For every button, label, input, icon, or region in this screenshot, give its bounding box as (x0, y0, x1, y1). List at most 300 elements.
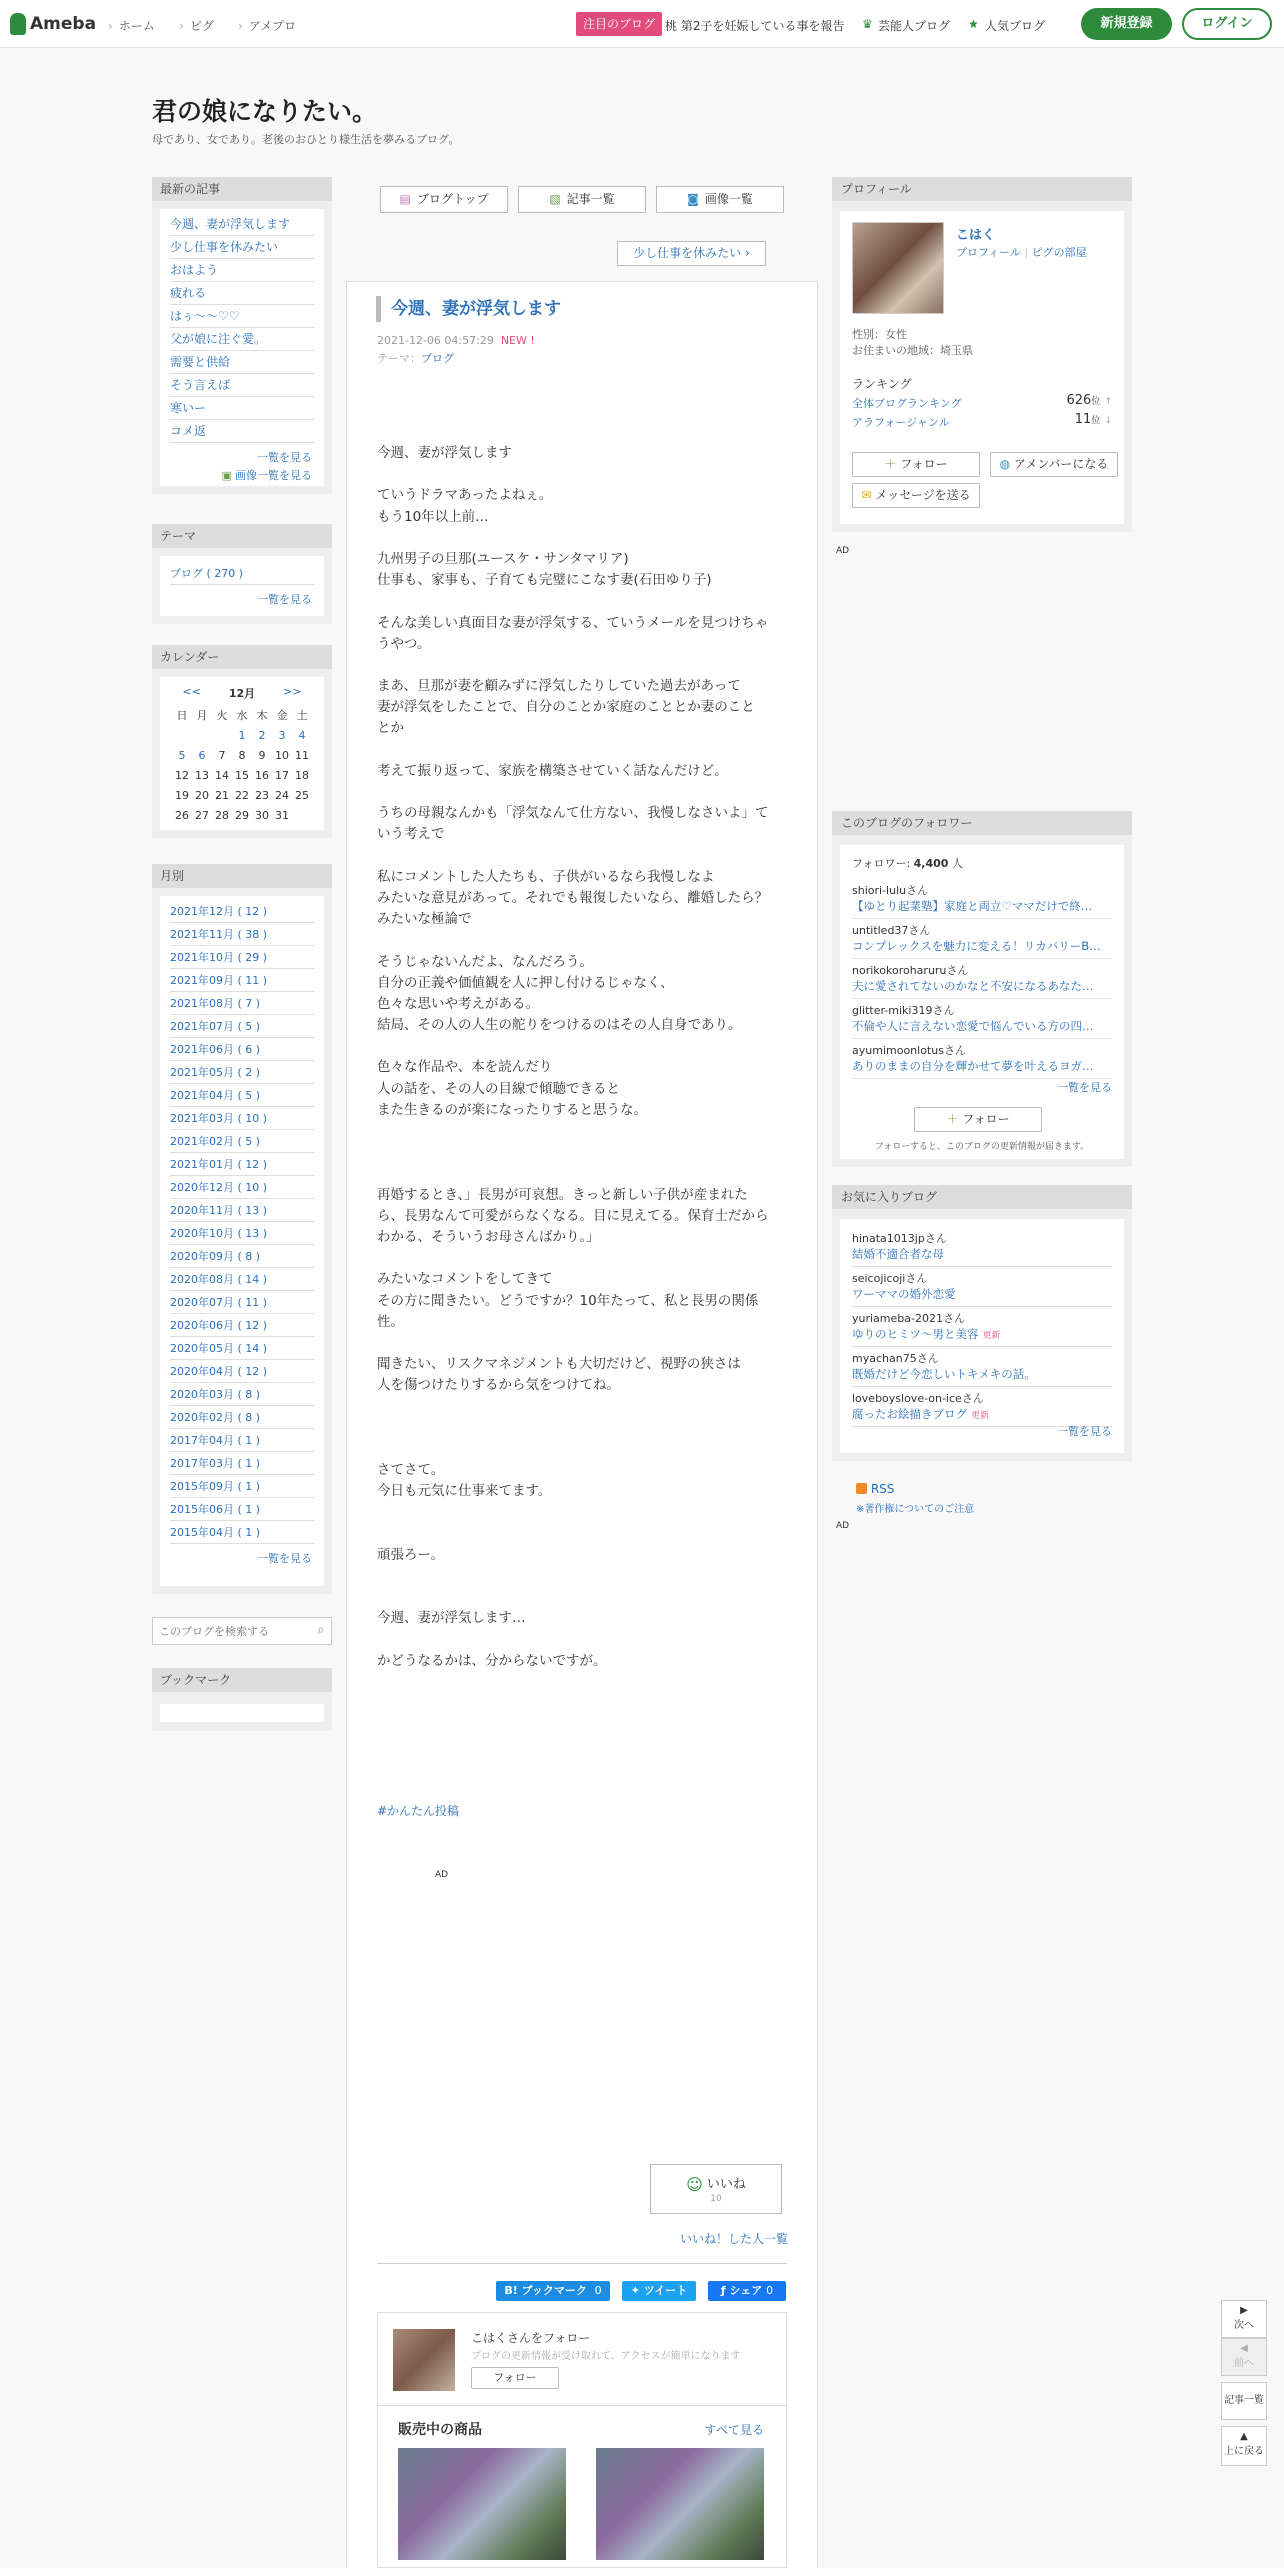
float-prev-button[interactable] (1221, 2338, 1267, 2376)
smile-icon: ☺ (686, 2175, 703, 2194)
favorite-blogs-header: お気に入りブログ (832, 1185, 1132, 1209)
copyright-link[interactable]: ※著作権についてのご注意 (856, 1504, 975, 1515)
theme-label: テーマ： (377, 352, 421, 365)
favorite-item-row (852, 1366, 1112, 1382)
follower-item (852, 1039, 1112, 1079)
list-item[interactable]: 今週、妻が浮気します (170, 213, 314, 236)
calendar-day: 13 (195, 768, 209, 782)
body-line: うちの母親なんかも「浮気なんて仕方ない、我慢しなさいよ」て (377, 805, 769, 822)
calendar-month: 12月 (228, 687, 256, 700)
attention-link[interactable]: 桃 第2子を妊娠している事を報告 (665, 19, 845, 33)
calendar-prev[interactable]: << (182, 685, 201, 698)
followers-content (840, 845, 1124, 1159)
profile-link[interactable]: プロフィール (956, 246, 1021, 259)
arrow-down-icon: ↓ (1104, 416, 1112, 426)
followers-header: このブログのフォロワー (832, 811, 1132, 835)
follow-note: フォローすると、このブログの更新情報が届きます。 (874, 1142, 1090, 1152)
rank-unit: 位 (1091, 416, 1101, 426)
bookmark-content (160, 1704, 324, 1722)
like-count: 10 (710, 2194, 722, 2204)
month-item[interactable]: 2021年10月 ( 29 ) (170, 946, 314, 969)
calendar-header: カレンダー (152, 645, 332, 669)
month-item[interactable]: 2021年02月 ( 5 ) (170, 1130, 314, 1153)
triangle-left-icon: ◀ (1240, 2343, 1248, 2354)
follow-card-button[interactable]: フォロー (471, 2367, 559, 2389)
image-list-button[interactable] (656, 186, 784, 213)
crown-icon: ♛ (862, 17, 873, 31)
theme-header: テーマ (152, 524, 332, 548)
login-button[interactable]: ログイン (1182, 8, 1272, 40)
calendar-day: 20 (195, 788, 209, 802)
follower-blog-link[interactable]: 【ゆとり起業塾】家庭と両立♡ママだけで終… (852, 899, 1093, 913)
facebook-share-button[interactable] (708, 2281, 786, 2301)
month-item[interactable]: 2021年07月 ( 5 ) (170, 1015, 314, 1038)
blog-title[interactable]: 君の娘になりたい。 (152, 97, 378, 126)
profile-avatar[interactable] (852, 222, 944, 314)
next-entry-button[interactable] (617, 241, 766, 266)
new-badge: NEW ! (500, 334, 535, 347)
rank-unit: 位 (1091, 397, 1101, 407)
float-top-label: 上に戻る (1224, 2446, 1264, 2457)
body-line (377, 1587, 797, 1608)
list-item[interactable]: 需要と供給 (170, 351, 314, 374)
facebook-icon: ƒ (720, 2284, 726, 2297)
body-line: そんな美しい真面目な妻が浮気する、ていうメールを見つけちゃ (377, 614, 769, 631)
followers-count: 4,400 (913, 857, 949, 870)
calendar-day[interactable]: 5 (178, 748, 186, 762)
body-line: 九州男子の旦那(ユースケ・サンタマリア) (377, 550, 629, 567)
body-line: 色々な思いや考えがある。 (377, 995, 539, 1012)
calendar-day: 19 (175, 788, 189, 802)
month-item[interactable]: 2021年09月 ( 11 ) (170, 969, 314, 992)
month-item[interactable]: 2020年08月 ( 14 ) (170, 1268, 314, 1291)
month-item[interactable]: 2015年09月 ( 1 ) (170, 1475, 314, 1498)
body-line: もう10年以上前… (377, 508, 489, 525)
favorite-name[interactable]: hinata1013jpさん (852, 1232, 947, 1245)
body-line (377, 1248, 797, 1269)
body-line: 再婚するとき、」長男が可哀想。きっと新しい子供が産まれた (377, 1186, 748, 1203)
follow-label: フォロー (962, 1112, 1010, 1126)
follower-name[interactable]: ayumimoonlotusさん (852, 1044, 966, 1057)
month-item[interactable]: 2021年01月 ( 12 ) (170, 1153, 314, 1176)
updated-badge: 更新 (982, 1331, 1001, 1341)
body-line (377, 655, 797, 676)
genre-ranking-link[interactable]: アラフォージャンル (852, 416, 950, 429)
month-item[interactable]: 2020年07月 ( 11 ) (170, 1291, 314, 1314)
followers-label: フォロワー: (852, 857, 911, 870)
month-item[interactable]: 2020年02月 ( 8 ) (170, 1406, 314, 1429)
fb-share-label: シェア (729, 2284, 763, 2297)
weekday: 金 (276, 709, 288, 722)
month-item[interactable]: 2020年11月 ( 13 ) (170, 1199, 314, 1222)
favorite-item (852, 1307, 1112, 1347)
tweet-label: ツイート (643, 2284, 688, 2297)
favorite-blog-link[interactable]: ゆりのヒミツ〜男と美容 (852, 1327, 979, 1341)
twitter-icon: ✦ (630, 2284, 640, 2297)
month-item[interactable]: 2021年08月 ( 7 ) (170, 992, 314, 1015)
hatena-bookmark-button[interactable] (496, 2281, 610, 2301)
favorite-name[interactable]: seicojicojiさん (852, 1272, 928, 1285)
month-item[interactable]: 2021年05月 ( 2 ) (170, 1061, 314, 1084)
blog-top-button[interactable] (380, 186, 508, 213)
month-item[interactable]: 2020年06月 ( 12 ) (170, 1314, 314, 1337)
calendar-day: 30 (255, 808, 269, 822)
favorite-item (852, 1347, 1112, 1387)
body-line (377, 1142, 797, 1163)
follow-label: フォロー (900, 457, 948, 471)
theme-item[interactable]: ブログ ( 270 ) (170, 562, 314, 585)
avatar[interactable] (393, 2329, 455, 2391)
favorite-item-row (852, 1406, 1112, 1422)
calendar-next[interactable]: >> (283, 685, 302, 698)
overall-rank (1066, 393, 1112, 408)
divider (377, 2263, 787, 2264)
star-icon: ★ (968, 17, 979, 31)
monthly-see-all-link[interactable]: 一覧を見る (257, 1552, 312, 1565)
like-button[interactable] (650, 2164, 782, 2214)
month-item[interactable]: 2017年03月 ( 1 ) (170, 1452, 314, 1475)
follow-button[interactable] (914, 1107, 1042, 1132)
body-line (377, 591, 797, 612)
calendar-day: 18 (295, 768, 309, 782)
body-line: 仕事も、家事も、子育ても完璧にこなす妻(石田ゆり子) (377, 572, 712, 589)
body-line: わかる、そういうお母さんばかり。」 (377, 1228, 600, 1245)
list-item[interactable]: そう言えば (170, 374, 314, 397)
bookmark-header: ブックマーク (152, 1668, 332, 1692)
body-line: みたいな意見があって。それでも報復したいなら、離婚したら？ (377, 889, 769, 906)
body-line (377, 1524, 797, 1545)
amember-label: アメンバーになる (1013, 457, 1109, 471)
genre-rank (1075, 412, 1112, 427)
followers-count-line (852, 855, 963, 871)
fb-share-count: 0 (766, 2284, 774, 2297)
profile-content (840, 211, 1124, 524)
calendar-day: 7 (218, 748, 226, 762)
document-icon: ▧ (549, 192, 561, 206)
calendar-day: 14 (215, 768, 229, 782)
mail-icon: ✉ (861, 488, 872, 502)
list-item[interactable]: 寒いー (170, 397, 314, 420)
calendar-grid (172, 705, 312, 825)
weekday: 土 (296, 709, 308, 722)
list-item[interactable]: コメ返 (170, 420, 314, 443)
body-line: 人の話を、その人の目線で傾聴できると (377, 1080, 620, 1097)
product-image[interactable] (596, 2448, 764, 2560)
popular-blog-link[interactable]: 人気ブログ (985, 19, 1046, 33)
body-line: そうじゃないんだよ、なんだろう。 (377, 953, 593, 970)
favorite-name[interactable]: myachan75さん (852, 1352, 939, 1365)
month-item[interactable]: 2017年04月 ( 1 ) (170, 1429, 314, 1452)
page-icon: ▤ (399, 192, 411, 206)
product-image[interactable] (398, 2448, 566, 2560)
blog-search (152, 1617, 332, 1645)
month-item[interactable]: 2021年03月 ( 10 ) (170, 1107, 314, 1130)
camera-icon: ◙ (687, 192, 699, 206)
chevron-right-icon: › (745, 246, 750, 260)
calendar-day: 11 (295, 748, 309, 762)
ameba-logo-icon (10, 13, 26, 35)
body-line: さてさて。 (377, 1462, 445, 1478)
triangle-right-icon: ▶ (1240, 2305, 1248, 2316)
ameba-logo[interactable]: Ameba (10, 12, 96, 36)
month-item[interactable]: 2020年04月 ( 12 ) (170, 1360, 314, 1383)
calendar-day: 27 (195, 808, 209, 822)
body-line: みたいなコメントをしてきて (377, 1271, 553, 1288)
month-item[interactable]: 2021年12月 ( 12 ) (170, 900, 314, 923)
nav-pigg[interactable]: › ピグ (179, 17, 214, 34)
profile-name[interactable]: こはく (956, 228, 996, 243)
member-icon: ◍ (999, 457, 1011, 471)
calendar-day: 22 (235, 788, 249, 802)
calendar-day[interactable]: 3 (278, 728, 286, 742)
nav-home[interactable]: › ホーム (108, 17, 155, 34)
body-line: かどうなるかは、分からないですが。 (377, 1652, 607, 1669)
body-line: 今日も元気に仕事来てます。 (377, 1483, 552, 1500)
body-line (377, 782, 797, 803)
arrow-up-icon: ↑ (1104, 397, 1112, 407)
month-item[interactable]: 2021年04月 ( 5 ) (170, 1084, 314, 1107)
month-item[interactable]: 2020年12月 ( 10 ) (170, 1176, 314, 1199)
body-line (377, 1418, 797, 1439)
recent-see-all-link[interactable]: 一覧を見る (257, 451, 312, 464)
list-item[interactable]: 父が娘に注ぐ愛。 (170, 328, 314, 351)
amember-button[interactable] (990, 452, 1118, 477)
plus-icon: ＋ (946, 1112, 959, 1126)
profile-header: プロフィール (832, 177, 1132, 201)
body-line (377, 740, 797, 761)
follower-blog-link[interactable]: コンプレックスを魅力に変える！リカバリーB… (852, 939, 1101, 953)
plus-icon: ＋ (884, 457, 897, 471)
body-line: 色々な作品や、本を読んだり (377, 1059, 553, 1076)
nav-amepro[interactable]: › アメプロ (238, 17, 296, 34)
list-item[interactable]: おはよう (170, 259, 314, 282)
search-icon[interactable]: ⌕ (317, 1622, 325, 1638)
attention-badge: 注目のブログ (576, 12, 662, 36)
recent-posts-header: 最新の記事 (152, 177, 332, 201)
calendar-day (192, 725, 212, 745)
calendar-day[interactable]: 6 (198, 748, 206, 762)
calendar-day (212, 725, 232, 745)
body-line: 私にコメントした人たちも、子供がいるなら我慢しなよ (377, 868, 715, 885)
calendar-day: 12 (175, 768, 189, 782)
entry-list-button[interactable] (518, 186, 646, 213)
favorite-blog-link[interactable]: ワーママの婚外恋愛 (852, 1287, 956, 1301)
weekday: 火 (216, 709, 228, 722)
body-line (377, 846, 797, 867)
body-line (377, 1163, 797, 1184)
calendar-day: 15 (235, 768, 249, 782)
liked-users-link[interactable]: いいね！した人一覧 (680, 2232, 789, 2246)
next-entry-label: 少し仕事を休みたい (633, 246, 742, 260)
float-next-button[interactable] (1221, 2300, 1267, 2338)
month-item[interactable]: 2020年03月 ( 8 ) (170, 1383, 314, 1406)
ad-label: AD (836, 546, 850, 556)
calendar-day: 21 (215, 788, 229, 802)
body-line (377, 1439, 797, 1460)
float-next-label: 次へ (1234, 2320, 1254, 2331)
body-line: とか (377, 720, 404, 737)
monthly-list (160, 896, 324, 1586)
month-item[interactable]: 2020年05月 ( 14 ) (170, 1337, 314, 1360)
blog-description: 母であり、女であり。老後のおひとり様生活を夢みるブログ。 (152, 133, 460, 146)
favorite-blog-link[interactable]: 結婚不適合者な母 (852, 1247, 944, 1261)
body-line (377, 930, 797, 951)
favorites-see-all[interactable]: 一覧を見る (1057, 1425, 1112, 1438)
ad-label: AD (836, 1521, 850, 1531)
body-line (377, 1630, 797, 1651)
list-item[interactable]: 疲れる (170, 282, 314, 305)
image-list-link[interactable]: 画像一覧を見る (235, 469, 312, 482)
calendar-box (152, 645, 332, 838)
favorite-name[interactable]: loveboyslove-on-iceさん (852, 1392, 984, 1405)
profile-location: お住まいの地域：埼玉県 (852, 344, 973, 357)
body-line: 人を傷つけたりするから気をつけてね。 (377, 1377, 620, 1394)
list-item[interactable]: 少し仕事を休みたい (170, 236, 314, 259)
ranking-label: ランキング (852, 377, 912, 391)
hatena-label: B! ブックマーク (504, 2284, 587, 2297)
month-item[interactable]: 2020年09月 ( 8 ) (170, 1245, 314, 1268)
followers-see-all[interactable]: 一覧を見る (1057, 1081, 1112, 1094)
profile-links: プロフィール | ピグの部屋 (956, 246, 1087, 259)
favorite-item-row (852, 1286, 1112, 1302)
ad-label: AD (435, 1870, 449, 1880)
pig-room-link[interactable]: ピグの部屋 (1031, 246, 1087, 259)
blog-search-input[interactable] (153, 1618, 298, 1644)
body-line: 性。 (377, 1313, 404, 1330)
calendar-day (172, 725, 192, 745)
body-line: ていうドラマあったよねぇ。 (377, 487, 553, 504)
float-list-button[interactable]: 記事一覧 (1221, 2382, 1267, 2420)
calendar-day: 16 (255, 768, 269, 782)
body-line: その方に聞きたい。どうですか？10年たって、私と長男の関係 (377, 1292, 759, 1309)
products-title: 販売中の商品 (398, 2422, 482, 2438)
float-top-button[interactable] (1221, 2426, 1267, 2466)
body-line (377, 1121, 797, 1142)
monthly-header: 月別 (152, 864, 332, 888)
overall-ranking-link[interactable]: 全体ブログランキング (852, 397, 962, 410)
entry-list-label: 記事一覧 (566, 192, 615, 206)
calendar-day: 9 (258, 748, 266, 762)
favorite-blogs-box (832, 1185, 1132, 1461)
recent-posts-list (160, 209, 324, 486)
favorite-blogs-content (840, 1219, 1124, 1453)
body-line: みたいな極論で (377, 911, 472, 928)
favorite-item (852, 1227, 1112, 1267)
body-line: ら、長男なんて可愛がらなくなる。目に見えてる。保育士だから (377, 1207, 769, 1224)
calendar-day: 26 (175, 808, 189, 822)
hatena-count: 0 (594, 2284, 602, 2297)
profile-box (832, 177, 1132, 532)
month-item[interactable]: 2015年06月 ( 1 ) (170, 1498, 314, 1521)
body-line: 頑張ろー。 (377, 1546, 444, 1563)
follower-name[interactable]: shiori-luluさん (852, 884, 929, 897)
body-line: 今週、妻が浮気します… (377, 1610, 526, 1627)
body-line: 妻が浮気をしたことで、自分のことか家庭のこととか妻のこと (377, 699, 755, 716)
message-label: メッセージを送る (875, 488, 971, 502)
favorite-name[interactable]: yuriameba-2021さん (852, 1312, 965, 1325)
body-line (377, 1566, 797, 1587)
entry-body (377, 443, 797, 1672)
entry-date-line (377, 334, 535, 347)
body-line: 結局、その人の人生の舵りをつけるのはその人自身であり。 (377, 1017, 742, 1034)
favorite-blog-link[interactable]: 既婚だけど今恋しいトキメキの話。 (852, 1367, 1036, 1381)
body-line (377, 528, 797, 549)
body-line: また生きるのが楽になったりすると思うな。 (377, 1101, 647, 1118)
image-icon: ▣ (221, 469, 232, 482)
overall-rank-value: 626 (1066, 393, 1092, 408)
follower-blog-link[interactable]: 不倫や人に言えない恋愛で悩んでいる方の四… (852, 1019, 1094, 1033)
month-item[interactable]: 2021年06月 ( 6 ) (170, 1038, 314, 1061)
month-item[interactable]: 2021年11月 ( 38 ) (170, 923, 314, 946)
weekday: 日 (176, 709, 188, 722)
favorite-item (852, 1387, 1112, 1427)
favorite-blog-link[interactable]: 腐ったお絵描きブログ (852, 1407, 967, 1421)
hashtag-link[interactable]: #かんたん投稿 (377, 1804, 460, 1818)
profile-gender: 性別：女性 (852, 328, 907, 341)
theme-see-all-link[interactable]: 一覧を見る (257, 593, 312, 606)
calendar-day[interactable]: 4 (298, 728, 306, 742)
favorite-blogs-list (852, 1227, 1112, 1427)
calendar-day[interactable]: 2 (258, 728, 266, 742)
calendar-day: 17 (275, 768, 289, 782)
register-button[interactable]: 新規登録 (1081, 8, 1172, 40)
calendar-day[interactable]: 1 (238, 728, 246, 742)
products-see-all[interactable]: すべて見る (704, 2423, 764, 2437)
favorite-item-row (852, 1246, 1112, 1262)
body-line: 考えて振り返って、家族を構築させていく話なんだけど。 (377, 762, 728, 779)
send-message-button[interactable] (852, 483, 980, 508)
like-label: いいね (706, 2177, 746, 2192)
tweet-button[interactable] (622, 2281, 696, 2301)
rss-icon (856, 1483, 867, 1494)
bookmark-box (152, 1668, 332, 1731)
updated-badge: 更新 (971, 1411, 990, 1421)
list-item[interactable]: はぅ〜〜♡♡ (170, 305, 314, 328)
body-line (377, 1396, 797, 1417)
calendar-day: 10 (275, 748, 289, 762)
entry-date: 2021-12-06 04:57:29 (377, 334, 494, 347)
divider (378, 2405, 786, 2406)
follower-item (852, 999, 1112, 1039)
entry-theme-link[interactable]: ブログ (421, 352, 454, 365)
follow-card-desc: ブログの更新情報が受け取れて、アクセスが簡単になります (471, 2351, 741, 2362)
calendar-day: 31 (275, 808, 289, 822)
rss-link[interactable]: RSS (870, 1482, 895, 1496)
rss-line (856, 1482, 894, 1496)
followers-unit: 人 (951, 857, 963, 870)
month-item[interactable]: 2015年04月 ( 1 ) (170, 1521, 314, 1544)
triangle-up-icon: ▲ (1240, 2431, 1248, 2442)
entry-title[interactable]: 今週、妻が浮気します (376, 296, 561, 322)
celebrity-blog-link[interactable]: 芸能人ブログ (878, 19, 951, 33)
theme-box (152, 524, 332, 624)
calendar-day: 23 (255, 788, 269, 802)
follower-name[interactable]: untitled37さん (852, 924, 931, 937)
favorite-item (852, 1267, 1112, 1307)
profile-follow-button[interactable] (852, 452, 980, 477)
blog-top-label: ブログトップ (416, 192, 489, 206)
calendar-day: 29 (235, 808, 249, 822)
follower-name[interactable]: norikokoroharuruさん (852, 964, 969, 977)
month-item[interactable]: 2020年10月 ( 13 ) (170, 1222, 314, 1245)
weekday: 水 (236, 709, 248, 722)
follower-blog-link[interactable]: ありのままの自分を輝かせて夢を叶えるヨガ… (852, 1059, 1094, 1073)
follower-blog-link[interactable]: 夫に愛されてないのかなと不安になるあなた… (852, 979, 1094, 993)
follower-name[interactable]: glitter-miki319さん (852, 1004, 955, 1017)
monthly-archive-box (152, 864, 332, 1594)
follower-item (852, 879, 1112, 919)
body-line: 自分の正義や価値観を人に押し付けるじゃなく、 (377, 974, 674, 991)
